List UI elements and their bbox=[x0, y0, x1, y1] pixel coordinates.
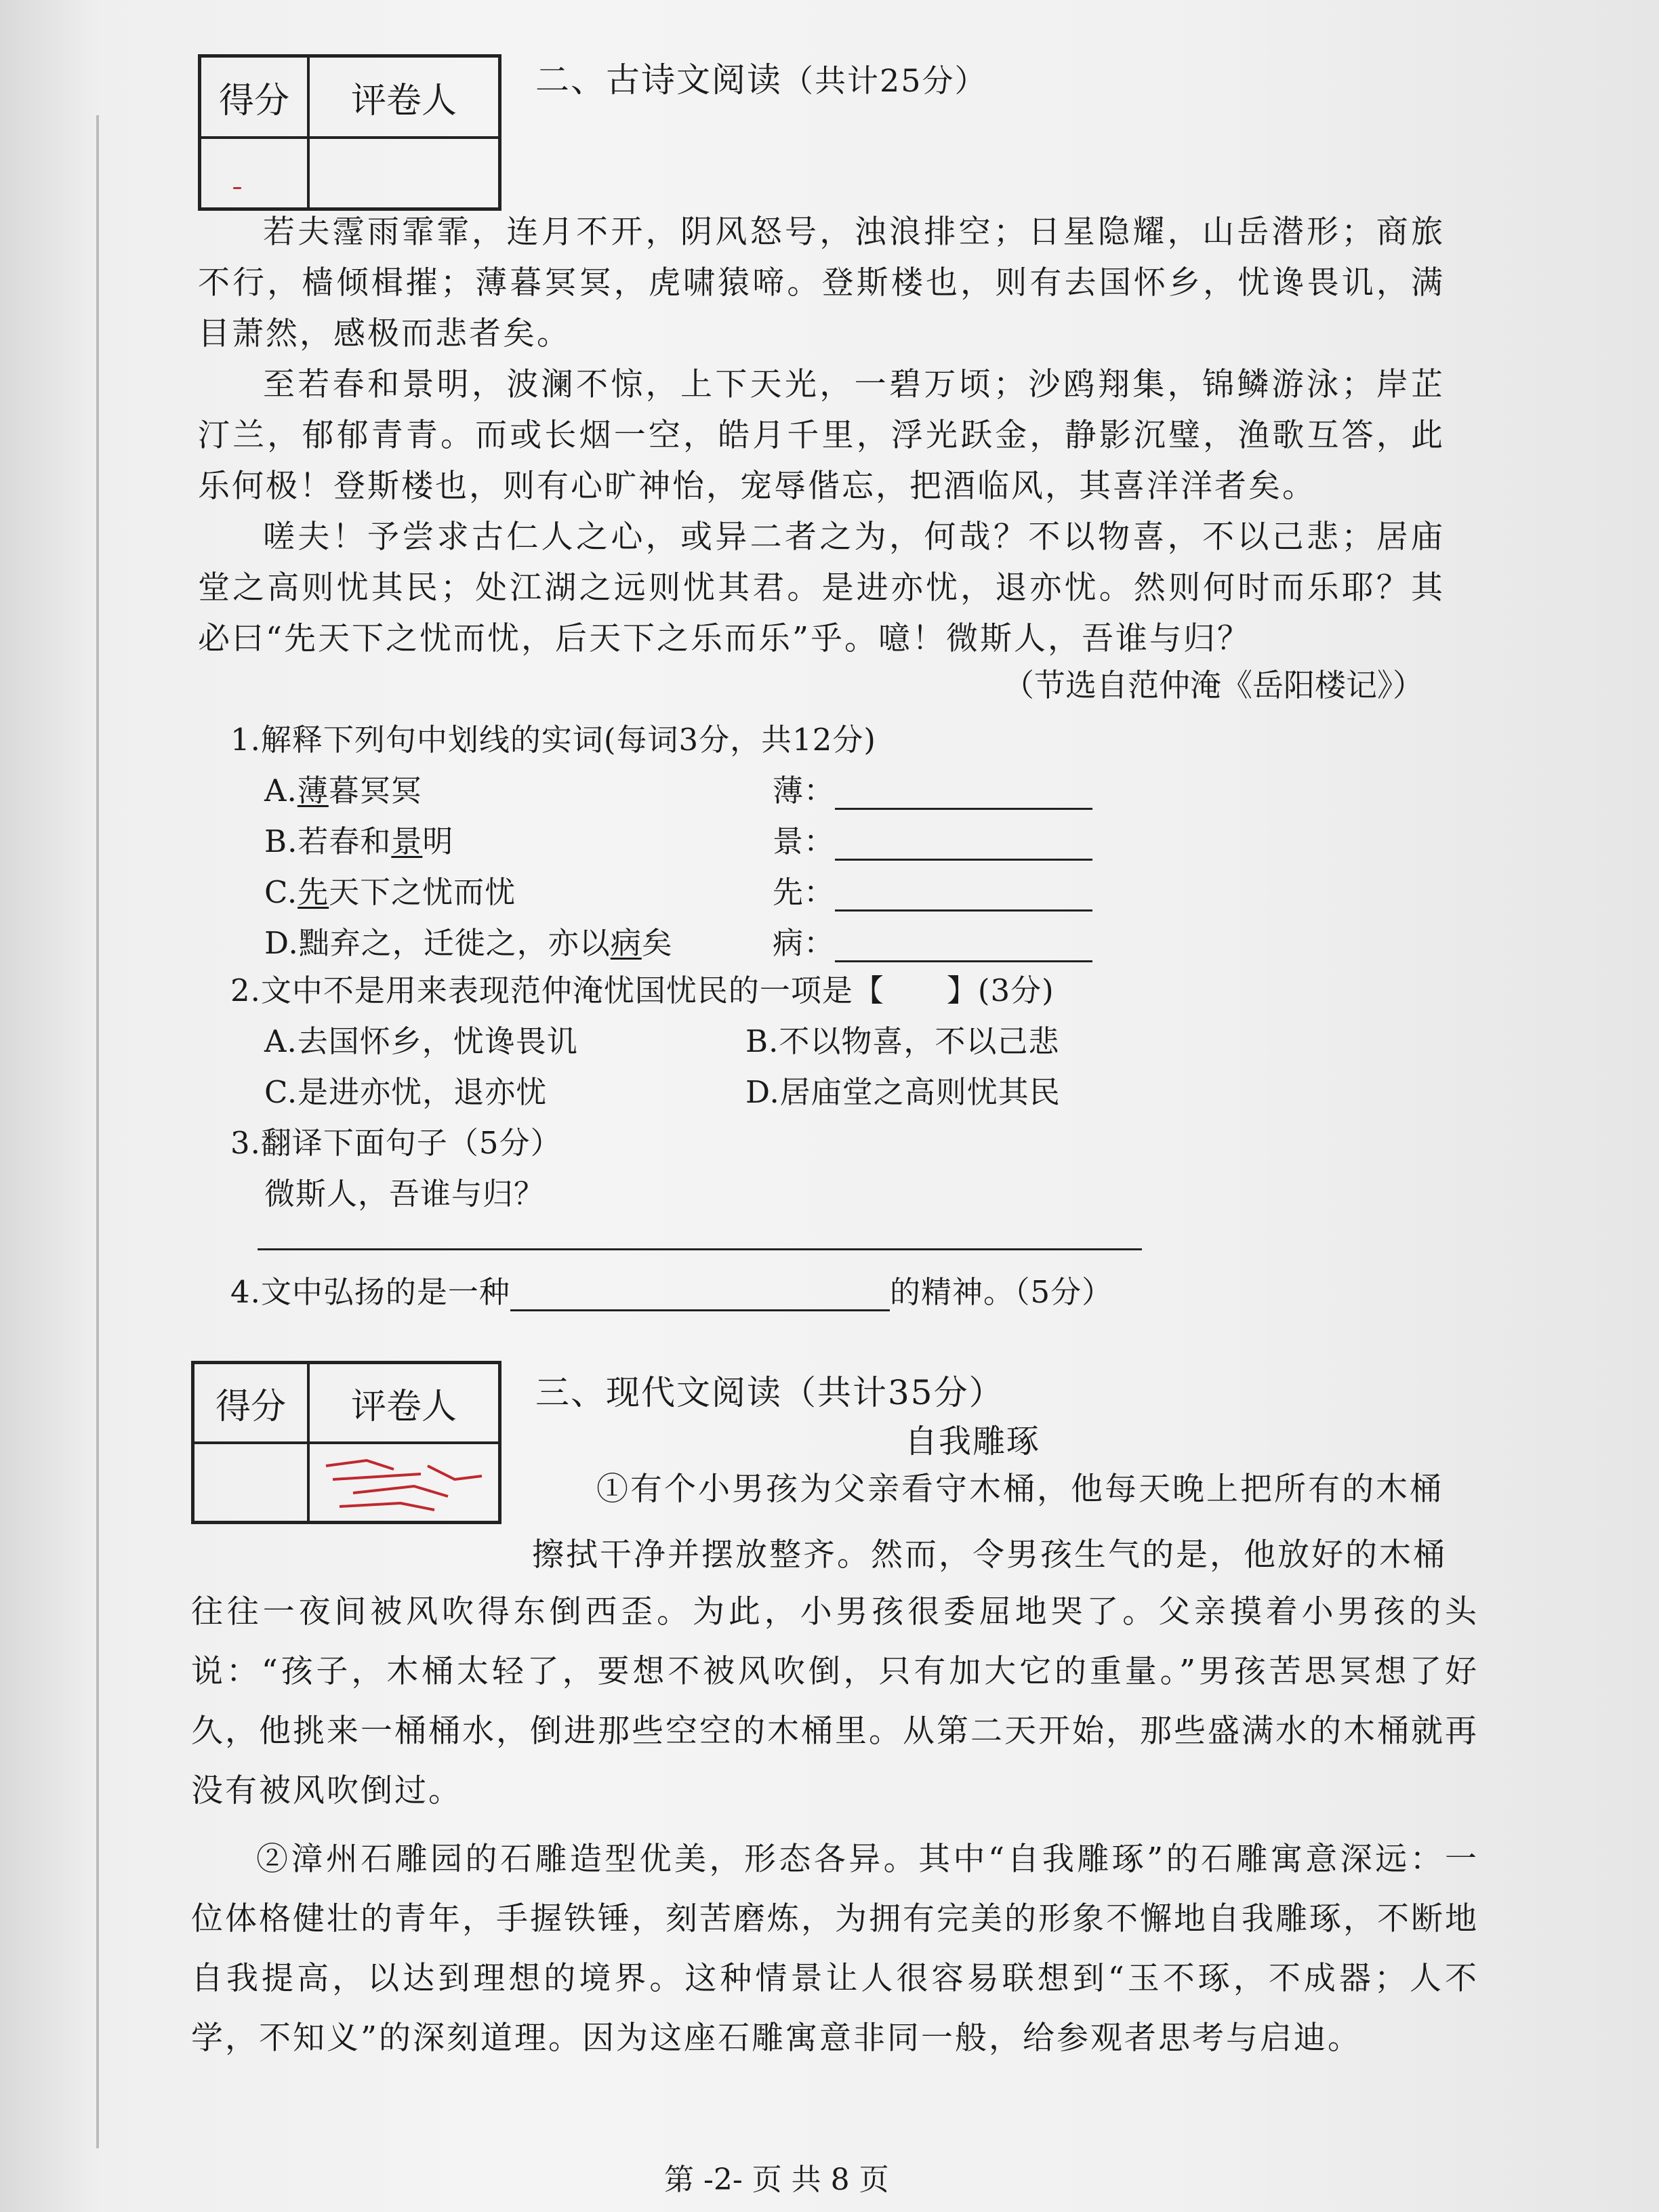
section2-score-note: （共计25分） bbox=[782, 62, 987, 99]
answer-blank[interactable] bbox=[835, 830, 1092, 861]
modern-paragraph-2: ②漳州石雕园的石雕造型优美，形态各异。其中“自我雕琢”的石雕寓意深远：一位体格健壮的青年，手握铁锤，刻苦磨炼，为拥有完美的形象不懈地自我雕琢，不断地自我提高，以达到理想的境界。这种情景让人很容易联想到“玉不琢，不成器；人不学，不知义”的深刻道理。因为这座石雕寓意非同一般，给参观者思考与启迪。 bbox=[191, 1841, 1479, 2057]
q1-answer-a bbox=[773, 766, 1092, 810]
score-box-section3 bbox=[191, 1361, 501, 1524]
q1-a-rest: 暮冥冥 bbox=[328, 773, 422, 808]
q1-b-rest: 明 bbox=[422, 823, 454, 859]
q1-a-prefix: A. bbox=[264, 773, 298, 808]
q1-a-key: 薄： bbox=[773, 773, 836, 808]
q1-d-rest: 矣 bbox=[641, 925, 673, 961]
passage-source: （节选自范仲淹《岳阳楼记》） bbox=[1003, 667, 1424, 703]
grader-cell bbox=[308, 138, 499, 209]
q4-suffix: 的精神。（5分） bbox=[889, 1274, 1113, 1310]
q2-option-a[interactable]: A.去国怀乡，忧谗畏讥 bbox=[264, 1023, 578, 1059]
passage-paragraph-3: 嗟夫！予尝求古仁人之心，或异二者之为，何哉？不以物喜，不以己悲；居庙堂之高则忧其民；处江湖之远则忧其君。是进亦忧，退亦忧。然则何时而乐耶？其必曰“先天下之忧而忧，后天下之乐而乐”乎。噫！微斯人，吾谁与归？ bbox=[198, 518, 1445, 657]
answer-blank[interactable] bbox=[835, 881, 1092, 912]
q1-d-prefix: D.黜弃之，迁徙之，亦以 bbox=[264, 925, 611, 961]
q3-stem: 3.翻译下面句子（5分） bbox=[230, 1125, 562, 1161]
passage-paragraph-1: 若夫霪雨霏霏，连月不开，阴风怒号，浊浪排空；日星隐耀，山岳潜形；商旅不行，樯倾楫摧；薄暮冥冥，虎啸猿啼。登斯楼也，则有去国怀乡，忧谗畏讥，满目萧然，感极而悲者矣。 bbox=[198, 213, 1445, 352]
q4-line bbox=[230, 1267, 1113, 1311]
q1-c-prefix: C. bbox=[264, 874, 298, 910]
section2-heading bbox=[535, 53, 987, 102]
q1-c-rest: 天下之忧而忧 bbox=[329, 874, 516, 910]
q1-b-prefix: B.若春和 bbox=[264, 823, 392, 859]
q4-answer-blank[interactable] bbox=[510, 1281, 890, 1311]
score-label: 得分 bbox=[193, 1363, 308, 1443]
q3-sentence: 微斯人，吾谁与归？ bbox=[264, 1176, 546, 1212]
score-cell bbox=[193, 1443, 308, 1522]
q2-option-c[interactable]: C.是进亦忧，退亦忧 bbox=[264, 1074, 548, 1110]
q1-d-key: 病： bbox=[773, 925, 836, 961]
q2-option-d[interactable]: D.居庙堂之高则忧其民 bbox=[745, 1074, 1061, 1110]
modern-p1-line2: 擦拭干净并摆放整齐。然而，令男孩生气的是，他放好的木桶 bbox=[532, 1536, 1447, 1574]
modern-p1-rest: 往往一夜间被风吹得东倒西歪。为此，小男孩很委屈地哭了。父亲摸着小男孩的头说：“孩子，木桶太轻了，要想不被风吹倒，只有加大它的重量。”男孩苦思冥想了好久，他挑来一桶桶水，倒进那些空空的木桶里。从第二天开始，那些盛满水的木桶就再没有被风吹倒过。 bbox=[191, 1593, 1479, 1809]
q2-stem: 2.文中不是用来表现范仲淹忧国忧民的一项是【 】(3分) bbox=[230, 972, 1054, 1008]
q1-option-c bbox=[264, 867, 516, 912]
section2-heading-text: 二、古诗文阅读 bbox=[535, 60, 782, 100]
q1-b-underlined: 景 bbox=[391, 823, 423, 859]
red-signature-scribble bbox=[312, 1446, 495, 1520]
q1-option-d bbox=[264, 918, 673, 962]
q1-answer-d bbox=[773, 918, 1092, 962]
q1-option-a bbox=[264, 766, 422, 810]
q1-answer-b bbox=[773, 817, 1092, 861]
modern-p1-line1: ①有个小男孩为父亲看守木桶，他每天晚上把所有的木桶 bbox=[596, 1471, 1443, 1508]
q1-d-underlined: 病 bbox=[610, 925, 642, 961]
page-footer: 第 -2- 页 共 8 页 bbox=[664, 2163, 889, 2197]
passage-paragraph-2: 至若春和景明，波澜不惊，上下天光，一碧万顷；沙鸥翔集，锦鳞游泳；岸芷汀兰，郁郁青青。而或长烟一空，皓月千里，浮光跃金，静影沉璧，渔歌互答，此乐何极！登斯楼也，则有心旷神怡，宠辱偕忘，把酒临风，其喜洋洋者矣。 bbox=[198, 366, 1445, 505]
q4-prefix: 4.文中弘扬的是一种 bbox=[230, 1274, 510, 1310]
answer-blank[interactable] bbox=[835, 779, 1092, 810]
red-check-mark: ˉ bbox=[230, 183, 244, 214]
article-title: 自我雕琢 bbox=[905, 1422, 1041, 1460]
q1-b-key: 景： bbox=[773, 823, 836, 859]
q3-answer-line[interactable] bbox=[258, 1220, 1142, 1250]
q1-c-underlined: 先 bbox=[298, 874, 329, 910]
q1-option-b bbox=[264, 817, 453, 861]
score-cell bbox=[200, 138, 308, 209]
q1-stem: 1.解释下列句中划线的实词(每词3分，共12分) bbox=[230, 722, 876, 758]
q1-a-underlined: 薄 bbox=[297, 773, 329, 808]
grader-label: 评卷人 bbox=[308, 1363, 499, 1443]
q1-c-key: 先： bbox=[773, 874, 836, 910]
page-fold-line bbox=[96, 115, 99, 2148]
score-label: 得分 bbox=[200, 56, 308, 138]
section3-heading: 三、现代文阅读（共计35分） bbox=[535, 1373, 1004, 1412]
grader-label: 评卷人 bbox=[308, 56, 499, 138]
grader-cell bbox=[308, 1443, 499, 1522]
q2-option-b[interactable]: B.不以物喜，不以己悲 bbox=[745, 1023, 1060, 1059]
answer-blank[interactable] bbox=[835, 932, 1092, 962]
q1-answer-c bbox=[773, 867, 1092, 912]
